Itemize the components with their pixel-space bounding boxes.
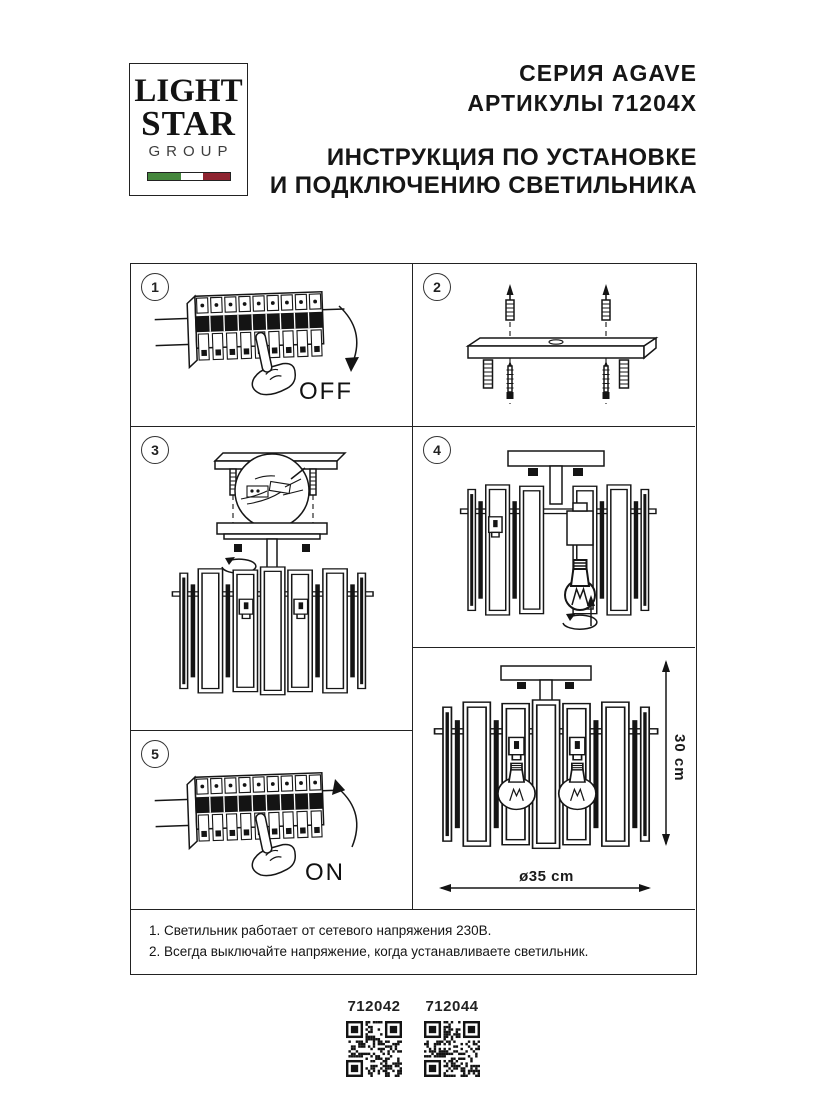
articles-title: АРТИКУЛЫ 71204X — [467, 90, 697, 116]
mounting-bar-drawing — [413, 264, 695, 427]
logo-word-group: GROUP — [148, 143, 234, 160]
on-label: ON — [305, 859, 345, 886]
step-1-number: 1 — [141, 273, 169, 301]
step-5-panel — [131, 731, 413, 909]
breaker-off-drawing — [131, 264, 413, 427]
off-label: OFF — [299, 378, 353, 405]
breaker-on-drawing — [131, 731, 413, 909]
step-3-number: 3 — [141, 436, 169, 464]
brand-logo — [129, 63, 248, 196]
step-1-panel — [131, 264, 413, 427]
canopy-assembly-drawing — [131, 427, 413, 731]
note-line-1: 1. Светильник работает от сетевого напряжения 230В. — [149, 923, 492, 938]
logo-word-light: LIGHT — [134, 73, 243, 109]
bulb-install-drawing — [413, 427, 695, 648]
qr-code-712042 — [346, 1021, 402, 1077]
series-title: СЕРИЯ AGAVE — [519, 60, 697, 86]
step-2-panel — [413, 264, 695, 427]
flag-green-segment — [148, 173, 181, 180]
step-3-panel — [131, 427, 413, 731]
note-line-2: 2. Всегда выключайте напряжение, когда устанавливаете светильник. — [149, 944, 589, 959]
step-2-number: 2 — [423, 273, 451, 301]
doc-title-line2: И ПОДКЛЮЧЕНИЮ СВЕТИЛЬНИКА — [269, 172, 697, 199]
step-4-number: 4 — [423, 436, 451, 464]
step-4-panel — [413, 427, 695, 648]
flag-white-segment — [181, 173, 203, 180]
qr-code-712044 — [424, 1021, 480, 1077]
logo-word-star: STAR — [141, 104, 236, 143]
article-number-712044: 712044 — [425, 998, 479, 1015]
doc-title-line1: ИНСТРУКЦИЯ ПО УСТАНОВКЕ — [326, 144, 697, 171]
article-number-712042: 712042 — [347, 998, 401, 1015]
dimensions-panel — [413, 648, 695, 909]
diameter-dimension-label: ø35 cm — [519, 868, 574, 885]
step-5-number: 5 — [141, 740, 169, 768]
flag-red-segment — [203, 173, 230, 180]
italian-flag-stripe — [147, 172, 231, 181]
height-dimension-label: 30 cm — [671, 734, 688, 782]
steps-grid — [130, 263, 697, 975]
notes-box — [131, 909, 695, 973]
